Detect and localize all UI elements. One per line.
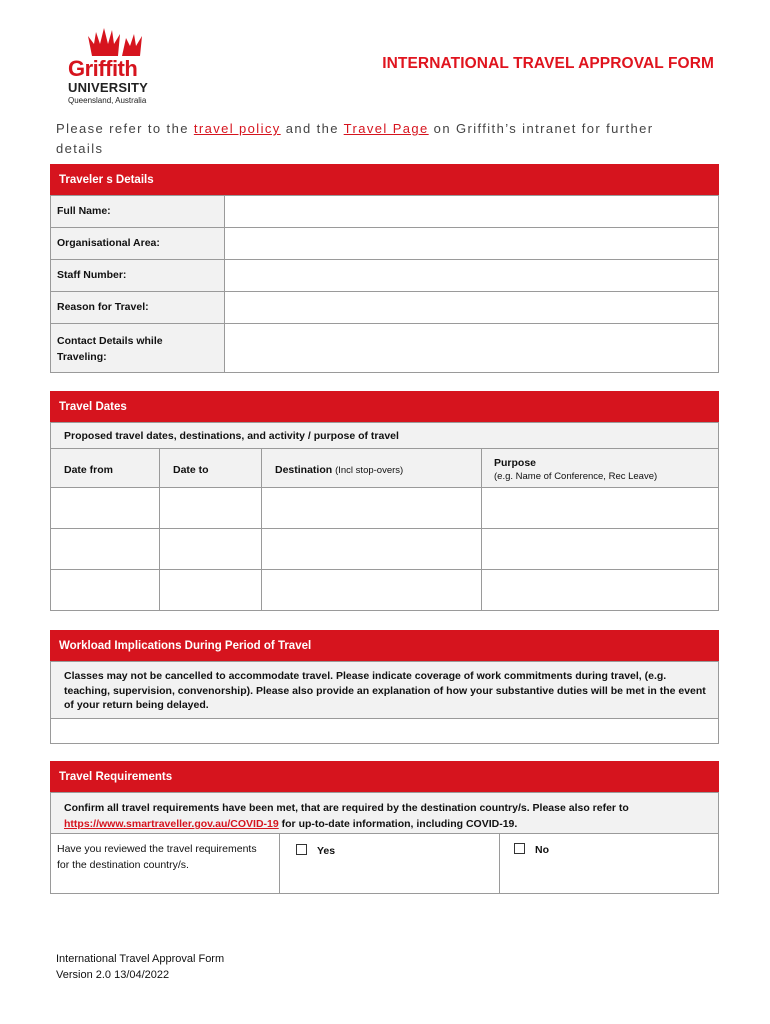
purpose-cell[interactable] [482, 529, 718, 569]
date-to-header: Date to [173, 464, 209, 476]
date-to-cell[interactable] [160, 570, 261, 610]
date-from-header: Date from [64, 464, 114, 476]
row-line [50, 448, 719, 449]
purpose-cell[interactable] [482, 570, 718, 610]
staff-number-label: Staff Number: [57, 269, 127, 281]
workload-heading: Workload Implications During Period of Travel [50, 630, 719, 661]
requirements-heading: Travel Requirements [50, 761, 719, 792]
date-from-cell[interactable] [51, 570, 159, 610]
date-to-cell[interactable] [160, 488, 261, 528]
workload-text: Classes may not be cancelled to accommodate travel. Please indicate coverage of work commitments during travel, (e.g. teaching, supervision, convenorship). Please also provide an explanation of how your substantive duties will be met in the event of your return being delayed. [64, 670, 706, 711]
contact-details-label: Contact Details while Traveling: [57, 335, 163, 363]
dates-heading: Travel Dates [50, 391, 719, 422]
logo-location: Queensland, Australia [68, 96, 147, 105]
row-line [50, 833, 719, 834]
logo-name: Griffith [68, 56, 138, 81]
col-line [499, 833, 500, 894]
smartraveller-link[interactable]: https://www.smartraveller.gov.au/COVID-19 [64, 818, 279, 830]
workload-response-field[interactable] [51, 719, 718, 743]
reason-for-travel-label: Reason for Travel: [57, 301, 149, 313]
date-from-cell[interactable] [51, 529, 159, 569]
destination-cell[interactable] [262, 488, 481, 528]
travel-page-link[interactable]: Travel Page [343, 121, 429, 136]
contact-details-field[interactable] [225, 324, 718, 372]
requirements-text-prefix: Confirm all travel requirements have been met, that are required by the destination country/s. Please also refer to [64, 802, 629, 814]
no-label: No [535, 844, 549, 856]
no-checkbox[interactable] [514, 843, 525, 854]
intro-suffix: on Griffith’s intranet for further details [56, 121, 654, 156]
organisational-area-field[interactable] [225, 228, 718, 259]
requirements-text [64, 800, 712, 832]
travelers-heading: Traveler s Details [50, 164, 719, 195]
review-question: Have you reviewed the travel requirements for the destination country/s. [57, 843, 257, 871]
date-from-cell[interactable] [51, 488, 159, 528]
staff-number-field[interactable] [225, 260, 718, 291]
destination-cell[interactable] [262, 570, 481, 610]
no-option[interactable] [514, 843, 549, 856]
footer [56, 951, 224, 983]
organisational-area-label: Organisational Area: [57, 237, 160, 249]
full-name-label: Full Name: [57, 205, 111, 217]
footer-form-name: International Travel Approval Form [56, 953, 225, 965]
intro-text [56, 119, 686, 159]
form-title: INTERNATIONAL TRAVEL APPROVAL FORM [382, 55, 714, 72]
purpose-cell[interactable] [482, 488, 718, 528]
destination-header-label: Destination [275, 464, 333, 476]
intro-prefix: Please refer to the [56, 121, 194, 136]
griffith-logo [66, 26, 166, 106]
purpose-header-note: (e.g. Name of Conference, Rec Leave) [494, 471, 658, 482]
griffith-logo-emblem [86, 26, 156, 58]
yes-option[interactable] [296, 844, 335, 857]
dates-subheading: Proposed travel dates, destinations, and activity / purpose of travel [64, 430, 399, 442]
travel-policy-link[interactable]: travel policy [193, 121, 281, 136]
col-line [279, 833, 280, 894]
destination-header-note: (Incl stop-overs) [335, 465, 404, 476]
yes-checkbox[interactable] [296, 844, 307, 855]
full-name-field[interactable] [225, 196, 718, 227]
logo-university: UNIVERSITY [68, 80, 149, 95]
reason-for-travel-field[interactable] [225, 292, 718, 323]
requirements-text-suffix: for up-to-date information, including COVID-19. [278, 818, 518, 830]
date-to-cell[interactable] [160, 529, 261, 569]
yes-label: Yes [317, 845, 336, 857]
intro-middle: and the [280, 121, 344, 136]
destination-header [275, 464, 403, 476]
destination-cell[interactable] [262, 529, 481, 569]
purpose-header: Purpose [494, 457, 537, 469]
footer-version: Version 2.0 13/04/2022 [56, 969, 170, 981]
